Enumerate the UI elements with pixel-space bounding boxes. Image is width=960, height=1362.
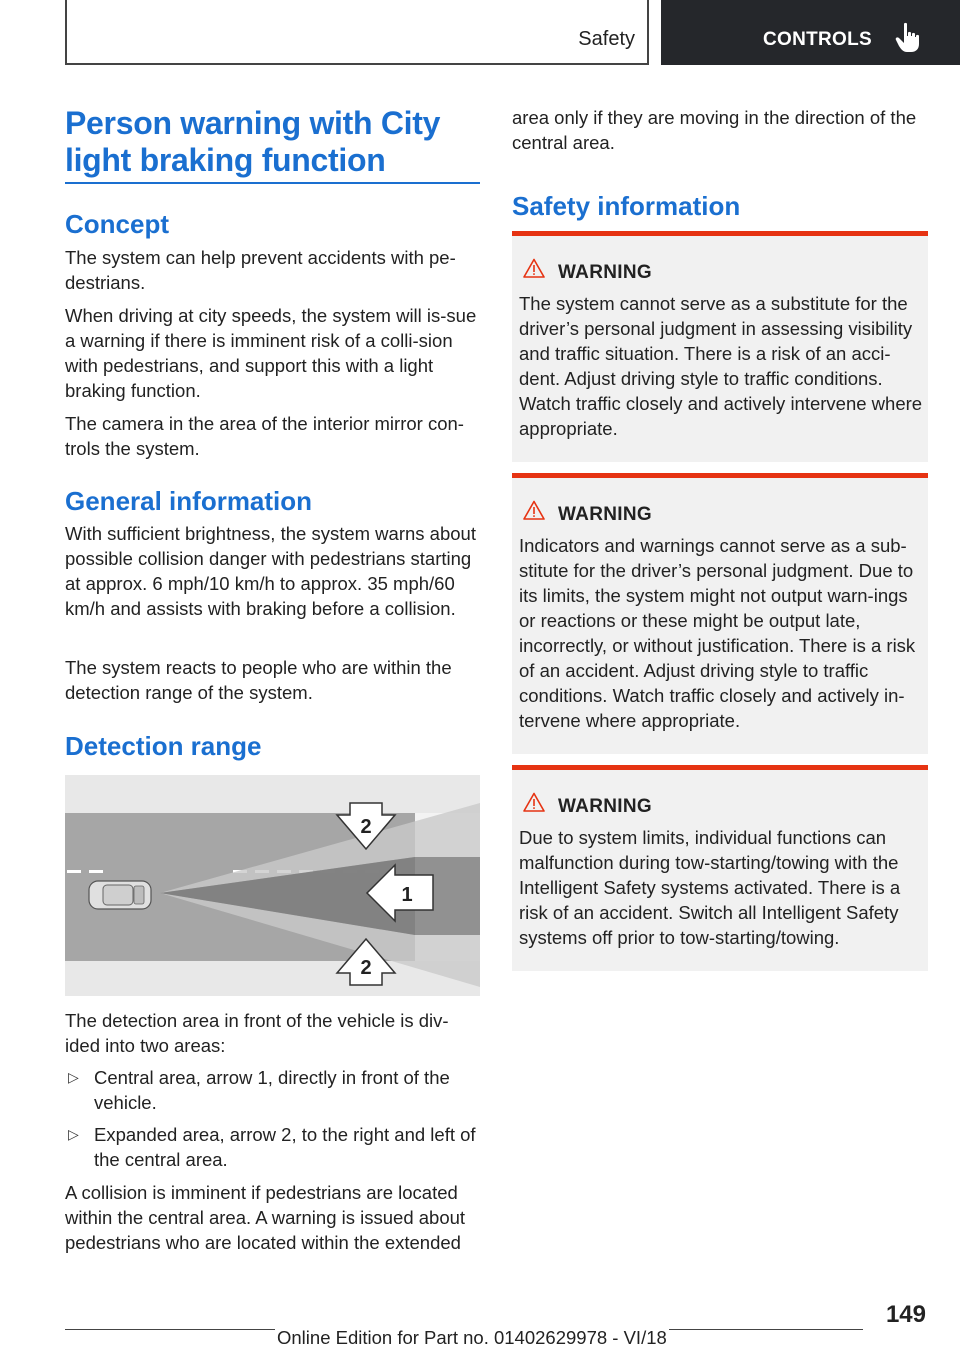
general-paragraph-2: The system reacts to people who are within the detection range of the system. [65, 657, 452, 703]
footer-edition-text: Online Edition for Part no. 01402629978 - VI/18 [277, 1327, 667, 1348]
general-paragraph-1: With sufficient brightness, the system warns about possible collision danger with pedestrians starting at approx. 6 mph/10 km/h to approx. 35 mph/60 km/h and assists with braking before a collision. [65, 523, 476, 619]
concept-paragraph-1: The system can help prevent accidents with pe-destrians. [65, 247, 456, 293]
concept-paragraph-3: The camera in the area of the interior mirror con-trols the system. [65, 413, 464, 459]
diagram-arrow-2-bottom-label: 2 [360, 957, 372, 979]
warning-text: Indicators and warnings cannot serve as a sub-stitute for the driver’s personal judgment. Due to its limits, the system might not output warn-ings or reactions or these might be output late, incorrectly, or without justification. There is a risk of an accident. Adjust driving style to traffic conditions. Watch traffic closely and actively in-tervene where appropriate. [519, 535, 916, 731]
list-marker-2: ▷ [68, 1126, 79, 1142]
detection-range-illustration [65, 775, 480, 996]
title-rule [65, 182, 480, 184]
general-information-heading: General information [65, 486, 313, 516]
warning-triangle-icon [523, 792, 545, 812]
detection-range-heading: Detection range [65, 731, 262, 761]
warning-box-2 [512, 473, 928, 754]
warning-triangle-icon [523, 500, 545, 520]
concept-heading: Concept [65, 209, 169, 239]
warning-title: WARNING [558, 796, 652, 817]
warning-title: WARNING [558, 262, 652, 283]
header-chapter-title: CONTROLS [763, 29, 873, 50]
warning-box-3 [512, 765, 928, 971]
warning-text: Due to system limits, individual functions can malfunction during tow-starting/towing with the Intelligent Safety systems activated. There is a risk of an accident. Switch all Intelligent Safety systems off prior to tow-starting/towing. [519, 827, 901, 948]
pointing-hand-icon [895, 22, 921, 54]
page-number: 149 [885, 1301, 926, 1328]
detection-range-diagram [65, 775, 480, 996]
detection-paragraph-continued: area only if they are moving in the direction of the central area. [512, 107, 917, 153]
warning-box-1 [512, 231, 928, 462]
list-marker-1: ▷ [68, 1069, 79, 1085]
detection-paragraph-1: The detection area in front of the vehicle is div-ided into two areas: [65, 1010, 449, 1056]
detection-paragraph-2: A collision is imminent if pedestrians are located within the central area. A warning is issued about pedestrians who are located within the extended [65, 1182, 466, 1253]
list-item: Central area, arrow 1, directly in front of the vehicle. [94, 1067, 450, 1113]
diagram-arrow-2-top-label: 2 [360, 816, 372, 838]
header-section-box [65, 0, 649, 65]
warning-text: The system cannot serve as a substitute for the driver’s personal judgment in assessing visibility and traffic situation. There is a risk of an acci-dent. Adjust driving style to traffic conditions. Watch traffic closely and actively intervene where appropriate. [519, 293, 923, 439]
diagram-arrow-1-label: 1 [401, 884, 413, 906]
list-item: Expanded area, arrow 2, to the right and left of the central area. [94, 1124, 476, 1170]
header-section-title: Safety [578, 28, 635, 50]
warning-title: WARNING [558, 504, 652, 525]
safety-information-heading: Safety information [512, 191, 741, 221]
warning-triangle-icon [523, 258, 545, 278]
header-chapter-tab[interactable] [661, 0, 960, 65]
page-title: Person warning with City light braking function [65, 105, 441, 178]
concept-paragraph-2: When driving at city speeds, the system will is-sue a warning if there is imminent risk of a colli-sion with pedestrians, and support this with a light braking function. [65, 305, 477, 401]
